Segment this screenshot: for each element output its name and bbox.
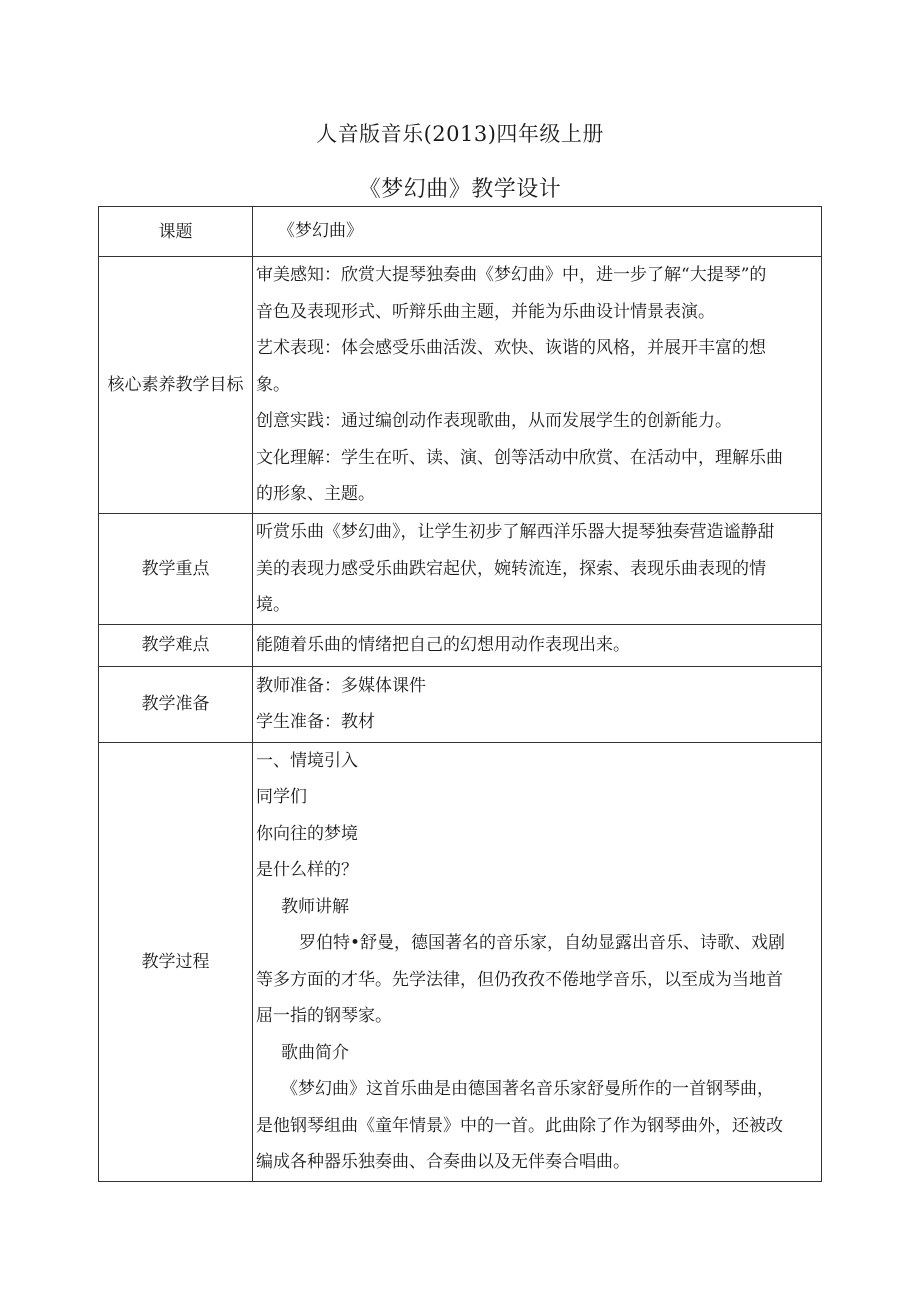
goals-label-text: 核心素养教学目标 [107,375,244,395]
song-line: 是他钢琴组曲《童年情景》中的一首。此曲除了作为钢琴曲外，还被改 [256,1115,783,1136]
song-heading: 歌曲简介 [281,1042,349,1063]
song-line: 《梦幻曲》这首乐曲是由德国著名音乐家舒曼所作的一首钢琴曲， [281,1079,774,1099]
topic-label: 课题 [99,207,253,257]
intro-line: 你向往的梦境 [256,823,358,844]
key-points-line: 听赏乐曲《梦幻曲》，让学生初步了解西洋乐器大提琴独奏营造谧静甜 [256,522,775,542]
teacher-heading: 教师讲解 [281,896,349,917]
intro-line: 是什么样的？ [256,860,358,880]
table-row-key-points [99,514,822,625]
preparation-label: 教学准备 [99,666,253,742]
goals-line: 文化理解：学生在听、读、演、创等活动中欣赏、在活动中，理解乐曲 [256,447,783,468]
preparation-line: 学生准备：教材 [256,712,375,732]
difficulties-line: 能随着乐曲的情绪把自己的幻想用动作表现出来。 [256,634,630,655]
document-title: 人音版音乐(2013)四年级上册 [316,122,604,146]
key-points-content [253,514,822,625]
key-points-label: 教学重点 [99,514,253,625]
topic-text: 《梦幻曲》 [278,221,363,242]
teacher-line: 等多方面的才华。先学法律，但仍孜孜不倦地学音乐，以至成为当地首 [256,969,783,990]
goals-line: 象。 [256,374,290,395]
lesson-plan-table [98,206,822,1182]
teacher-line: 屈一指的钢琴家。 [256,1006,392,1026]
goals-line: 创意实践：通过编创动作表现歌曲，从而发展学生的创新能力。 [256,411,732,432]
table-row-topic [99,207,822,257]
topic-value [253,207,822,257]
table-row-difficulties [99,624,822,666]
preparation-content [253,666,822,742]
goals-line: 音色及表现形式、听辩乐曲主题，并能为乐曲设计情景表演。 [256,301,715,322]
table-row-goals [99,257,822,514]
table-row-process [99,742,822,1181]
process-section-heading: 一、情境引入 [256,750,358,771]
document-subtitle: 《梦幻曲》教学设计 [358,177,562,202]
goals-content [253,257,822,514]
goals-line: 艺术表现：体会感受乐曲活泼、欢快、诙谐的风格，并展开丰富的想 [256,338,766,359]
intro-line: 同学们 [256,787,307,807]
key-points-line: 境。 [256,595,290,615]
key-points-line: 美的表现力感受乐曲跌宕起伏，婉转流连，探索、表现乐曲表现的情 [256,558,766,579]
difficulties-label: 教学难点 [99,624,253,666]
preparation-line: 教师准备：多媒体课件 [256,675,426,696]
goals-label [99,257,253,514]
goals-line: 审美感知：欣赏大提琴独奏曲《梦幻曲》中，进一步了解“大提琴”的 [256,265,767,286]
process-content [253,742,822,1181]
difficulties-content [253,624,822,666]
teacher-line: 罗伯特•舒曼，德国著名的音乐家，自幼显露出音乐、诗歌、戏剧 [299,933,786,953]
table-row-preparation [99,666,822,742]
process-label: 教学过程 [99,742,253,1181]
song-line: 编成各种器乐独奏曲、合奏曲以及无伴奏合唱曲。 [256,1152,630,1172]
goals-line: 的形象、主题。 [256,484,375,505]
